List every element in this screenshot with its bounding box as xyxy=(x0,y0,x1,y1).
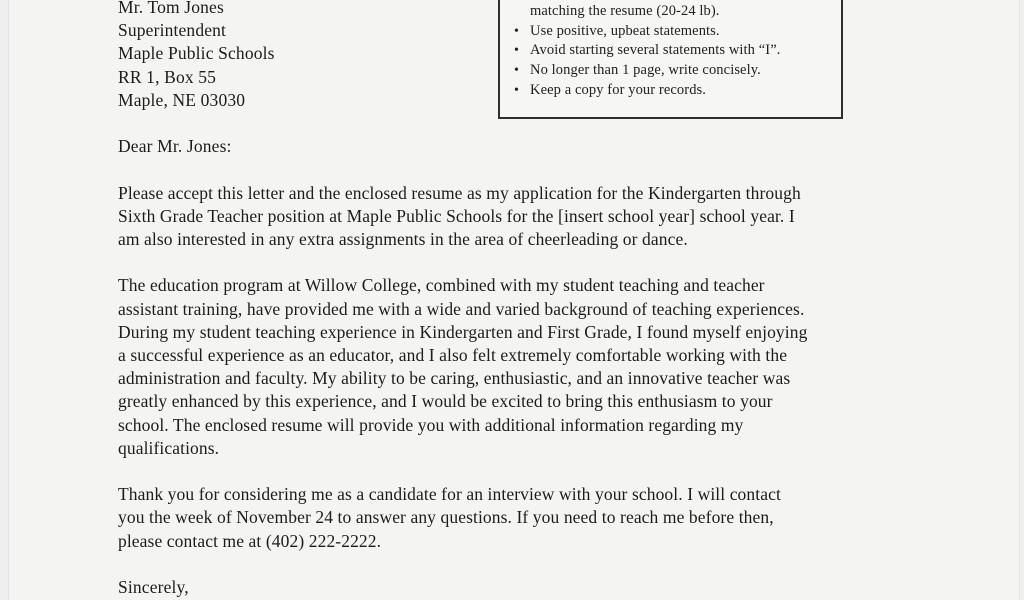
paragraph-line: Please accept this letter and the enclosed resume as my application for the Kindergarten through xyxy=(118,182,801,203)
paragraph-spacer xyxy=(118,460,918,483)
paragraph-experience xyxy=(118,274,918,460)
tips-list-item-label: No longer than 1 page, write concisely. xyxy=(530,62,761,79)
paragraph-line: you the week of November 24 to answer any questions. If you need to reach me before then, xyxy=(118,507,774,528)
paragraph-line: assistant training, have provided me with a wide and varied background of teaching experiences. xyxy=(118,298,805,319)
tips-continuation-line: matching the resume (20-24 lb). xyxy=(530,3,720,19)
paragraph-line: Thank you for considering me as a candidate for an interview with your school. I will contact xyxy=(118,484,781,505)
address-line: Superintendent xyxy=(118,20,227,41)
paragraph-line: Sixth Grade Teacher position at Maple Public Schools for the [insert school year] school year. I xyxy=(118,205,795,226)
paragraph-line: qualifications. xyxy=(118,437,220,458)
salutation: Dear Mr. Jones: xyxy=(118,136,232,157)
bullet-icon: • xyxy=(514,23,520,39)
paragraph-line: school. The enclosed resume will provide you with additional information regarding my xyxy=(118,414,744,435)
paragraph-line: administration and faculty. My ability to be caring, enthusiastic, and an innovative teacher was xyxy=(118,368,791,389)
paragraph-line: please contact me at (402) 222-2222. xyxy=(118,530,382,551)
bullet-icon: • xyxy=(514,63,520,79)
tips-list-item-label: Avoid starting several statements with “I”. xyxy=(530,42,781,59)
paragraph-line: a successful experience as an educator, and I also felt extremely comfortable working with the xyxy=(118,345,788,365)
paragraph-application xyxy=(118,182,918,252)
paragraph-closing-request xyxy=(118,483,918,553)
address-line: RR 1, Box 55 xyxy=(118,66,217,87)
tips-list-item-label: Use positive, upbeat statements. xyxy=(530,22,720,39)
paragraph-spacer xyxy=(118,251,918,274)
address-line: Maple Public Schools xyxy=(118,43,275,64)
paragraph-spacer xyxy=(118,553,918,576)
letter-closing: Sincerely, xyxy=(118,577,189,597)
paragraph-line: The education program at Willow College, combined with my student teaching and teacher xyxy=(118,275,765,296)
paragraph-spacer xyxy=(118,158,918,181)
tips-list-item-label: Keep a copy for your records. xyxy=(530,81,707,98)
scanned-page xyxy=(8,0,1020,600)
recipient-address-block xyxy=(118,0,918,112)
paragraph-line: During my student teaching experience in Kindergarten and First Grade, I found myself enjoying xyxy=(118,321,808,342)
address-line: Mr. Tom Jones xyxy=(118,0,224,17)
bullet-icon: • xyxy=(514,82,520,98)
letter-body xyxy=(118,0,918,599)
address-line: Maple, NE 03030 xyxy=(118,89,246,110)
paragraph-line: am also interested in any extra assignments in the area of cheerleading or dance. xyxy=(118,229,688,249)
paragraph-line: greatly enhanced by this experience, and I would be excited to bring this enthusiasm to your xyxy=(118,391,773,412)
paragraph-spacer xyxy=(118,112,918,135)
bullet-icon: • xyxy=(514,43,520,59)
